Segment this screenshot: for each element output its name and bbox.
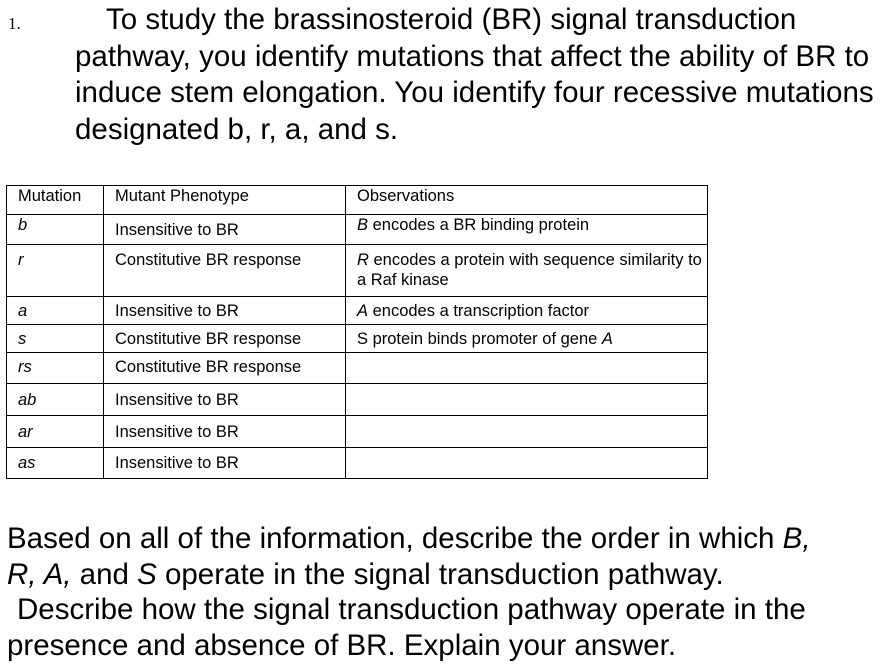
cell-observations-empty	[346, 416, 708, 448]
observation-text: encodes a BR binding protein	[368, 216, 590, 234]
cell-observations	[346, 215, 708, 245]
question-intro: To study the brassinosteroid (BR) signal transduction pathway, you identify mutations that affect the ability of BR to induce stem elongation. You identify four recessive mutations designated b, r, a, and s.	[75, 3, 874, 146]
cell-phenotype: Constitutive BR response	[104, 353, 346, 384]
cell-phenotype: Insensitive to BR	[104, 384, 346, 416]
cell-phenotype: Constitutive BR response	[104, 245, 346, 297]
table-row	[7, 416, 708, 448]
cell-mutation: s	[7, 325, 104, 353]
table-row	[7, 325, 708, 353]
cell-phenotype	[104, 215, 346, 245]
phenotype-text: Insensitive to BR	[115, 221, 239, 239]
cell-observations-empty	[346, 353, 708, 384]
observation-text: S protein binds promoter of gene	[357, 330, 602, 348]
header-observations: Observations	[346, 186, 708, 215]
cell-mutation: as	[7, 448, 104, 479]
question-number: 1.	[8, 14, 21, 33]
cell-phenotype: Constitutive BR response	[104, 325, 346, 353]
table-row	[7, 384, 708, 416]
cell-observations-empty	[346, 384, 708, 416]
cell-mutation: rs	[7, 353, 104, 384]
cell-observations	[346, 297, 708, 325]
cell-mutation: ab	[7, 384, 104, 416]
gene-r-a: R, A,	[7, 557, 72, 591]
header-mutation: Mutation	[7, 186, 104, 215]
table-row	[7, 353, 708, 384]
table-row	[7, 297, 708, 325]
cell-mutation: r	[7, 245, 104, 297]
mutation-table	[6, 185, 708, 479]
cell-mutation: a	[7, 297, 104, 325]
cell-phenotype: Insensitive to BR	[104, 416, 346, 448]
header-phenotype: Mutant Phenotype	[104, 186, 346, 215]
prompt-text-2: operate in the signal transduction pathway.	[156, 557, 724, 591]
cell-observations	[346, 325, 708, 353]
prompt-text: Based on all of the information, describe the order in which	[7, 522, 783, 555]
question-prompt	[7, 521, 893, 663]
gene-s: S	[137, 557, 157, 591]
observation-text: encodes a protein with sequence similarity to a Raf kinase	[357, 251, 702, 289]
gene-name: A	[357, 302, 369, 320]
gene-name: R	[357, 251, 369, 269]
table-row	[7, 245, 708, 297]
cell-phenotype: Insensitive to BR	[104, 448, 346, 479]
observation-text: encodes a transcription factor	[368, 302, 590, 320]
gene-name: A	[601, 330, 613, 348]
cell-observations	[346, 245, 708, 297]
table-header-row	[7, 186, 708, 215]
prompt-text-3: Describe how the signal transduction pathway operate in the presence and absence of BR. Explain your answer.	[7, 593, 806, 662]
prompt-and: and	[71, 557, 138, 591]
gene-name: B	[357, 216, 369, 234]
cell-observations-empty	[346, 448, 708, 479]
table-row	[7, 448, 708, 479]
cell-mutation: ar	[7, 416, 104, 448]
table-row	[7, 215, 708, 245]
cell-mutation: b	[7, 215, 104, 245]
cell-phenotype: Insensitive to BR	[104, 297, 346, 325]
gene-b: B,	[782, 522, 811, 555]
